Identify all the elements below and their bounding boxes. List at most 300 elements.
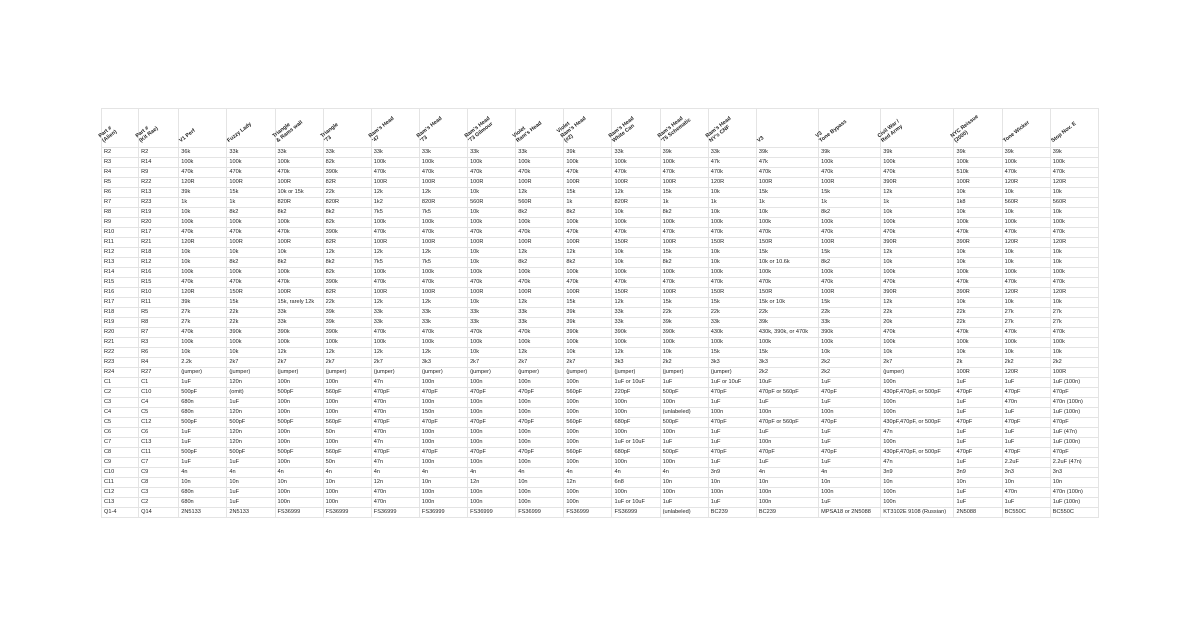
- table-row: [102, 508, 1099, 518]
- table-cell: 2k7: [275, 358, 323, 368]
- table-row: [102, 488, 1099, 498]
- table-cell: 470k: [819, 278, 881, 288]
- table-cell: 10k or 15k: [275, 188, 323, 198]
- table-cell: 470k: [227, 278, 275, 288]
- table-cell: 470k: [612, 278, 660, 288]
- table-cell: 470k: [881, 278, 954, 288]
- part-number-alien-cell: R18: [102, 308, 139, 318]
- part-number-kitrae-cell: R27: [139, 368, 179, 378]
- table-cell: 10n: [516, 478, 564, 488]
- table-cell: 100n: [468, 408, 516, 418]
- table-cell: 100k: [179, 218, 227, 228]
- table-cell: 10n: [708, 478, 756, 488]
- part-number-alien-cell: R11: [102, 238, 139, 248]
- table-cell: 2N5088: [954, 508, 1002, 518]
- part-number-kitrae-cell: C11: [139, 448, 179, 458]
- part-number-kitrae-cell: C3: [139, 488, 179, 498]
- table-cell: 1k2: [371, 198, 419, 208]
- table-cell: 100R: [660, 288, 708, 298]
- table-cell: 470k: [612, 228, 660, 238]
- table-cell: 12n: [371, 478, 419, 488]
- table-cell: 3k3: [612, 358, 660, 368]
- part-number-kitrae-cell: C6: [139, 428, 179, 438]
- table-cell: 470n: [371, 488, 419, 498]
- table-cell: 470pF: [708, 448, 756, 458]
- table-cell: 10uF: [756, 378, 818, 388]
- column-header: [179, 109, 227, 148]
- table-cell: 10k: [881, 208, 954, 218]
- table-cell: 430pF,470pF, or 500pF: [881, 388, 954, 398]
- table-cell: 470k: [819, 228, 881, 238]
- table-cell: 150n: [419, 408, 467, 418]
- table-cell: 10k: [468, 248, 516, 258]
- table-cell: 12k: [881, 188, 954, 198]
- table-cell: 3n3: [1002, 468, 1050, 478]
- table-cell: 470pF: [1050, 418, 1098, 428]
- table-cell: 3n3: [1050, 468, 1098, 478]
- table-cell: 8k2: [660, 258, 708, 268]
- table-cell: 33k: [612, 308, 660, 318]
- table-cell: 100n: [564, 378, 612, 388]
- table-cell: 100n: [419, 488, 467, 498]
- table-cell: 47n: [881, 458, 954, 468]
- table-cell: 7k5: [371, 208, 419, 218]
- table-cell: 470n: [1002, 398, 1050, 408]
- table-cell: 100R: [419, 288, 467, 298]
- table-cell: MPSA18 or 2N5088: [819, 508, 881, 518]
- table-cell: 4n: [819, 468, 881, 478]
- table-cell: 10n: [1050, 478, 1098, 488]
- table-cell: 100k: [516, 268, 564, 278]
- table-cell: 10k: [275, 248, 323, 258]
- table-cell: 36k: [179, 148, 227, 158]
- part-number-kitrae-cell: R11: [139, 298, 179, 308]
- table-cell: 10k: [468, 348, 516, 358]
- table-cell: 120R: [179, 178, 227, 188]
- table-cell: 100n: [756, 488, 818, 498]
- table-cell: 100k: [1050, 268, 1098, 278]
- table-cell: 100n: [881, 498, 954, 508]
- part-number-kitrae-cell: R7: [139, 328, 179, 338]
- part-number-alien-cell: C1: [102, 378, 139, 388]
- table-cell: 100n: [323, 438, 371, 448]
- table-cell: 500pF: [227, 448, 275, 458]
- table-cell: 8k2: [819, 208, 881, 218]
- table-cell: 100k: [227, 218, 275, 228]
- table-row: [102, 188, 1099, 198]
- table-cell: 100k: [660, 268, 708, 278]
- table-cell: 100k: [954, 158, 1002, 168]
- table-cell: 10k: [708, 208, 756, 218]
- table-cell: 100n: [419, 378, 467, 388]
- table-cell: 100n: [468, 378, 516, 388]
- table-cell: 47n: [881, 428, 954, 438]
- table-cell: 390k: [819, 328, 881, 338]
- part-number-kitrae-cell: R12: [139, 258, 179, 268]
- table-cell: 10k: [227, 248, 275, 258]
- table-cell: 39k: [756, 318, 818, 328]
- column-header: [97, 109, 139, 148]
- table-cell: 470k: [1050, 168, 1098, 178]
- table-cell: 120R: [1002, 288, 1050, 298]
- table-cell: 39k: [564, 308, 612, 318]
- table-cell: 1uF: [708, 428, 756, 438]
- table-cell: 120R: [1050, 238, 1098, 248]
- table-cell: 100n: [708, 408, 756, 418]
- table-cell: 100n: [419, 428, 467, 438]
- table-cell: 10n: [323, 478, 371, 488]
- table-cell: 120R: [708, 178, 756, 188]
- table-cell: 2k2: [1050, 358, 1098, 368]
- part-number-alien-cell: R7: [102, 198, 139, 208]
- table-cell: 390R: [881, 178, 954, 188]
- table-cell: 12k: [516, 298, 564, 308]
- table-cell: 100k: [881, 158, 954, 168]
- column-header-label: Triangle & Rams wall: [271, 119, 304, 144]
- table-cell: 100n: [708, 488, 756, 498]
- column-header-label: V3 Tone Bypass: [814, 118, 849, 144]
- table-cell: 470k: [468, 228, 516, 238]
- table-cell: 100k: [179, 158, 227, 168]
- table-cell: 1uF: [954, 428, 1002, 438]
- table-cell: 33k: [819, 318, 881, 328]
- table-cell: 100n: [323, 398, 371, 408]
- table-cell: 100k: [371, 158, 419, 168]
- part-number-alien-cell: R4: [102, 168, 139, 178]
- table-row: [102, 328, 1099, 338]
- table-cell: 33k: [227, 148, 275, 158]
- table-row: [102, 288, 1099, 298]
- table-cell: 100k: [954, 338, 1002, 348]
- table-cell: 10k: [179, 348, 227, 358]
- table-cell: 120n: [227, 408, 275, 418]
- table-cell: 10k: [708, 188, 756, 198]
- part-number-kitrae-cell: R20: [139, 218, 179, 228]
- table-cell: 10k: [954, 248, 1002, 258]
- part-number-kitrae-cell: R9: [139, 168, 179, 178]
- table-cell: 1uF (100n): [1050, 408, 1098, 418]
- column-header-label: Violet Ram's Head: [511, 120, 544, 144]
- column-header: [134, 109, 179, 148]
- table-cell: 100R: [468, 178, 516, 188]
- table-cell: 470k: [564, 168, 612, 178]
- table-cell: FS36999: [419, 508, 467, 518]
- table-cell: 2k7: [516, 358, 564, 368]
- table-cell: (omit): [227, 388, 275, 398]
- table-cell: 390k: [323, 168, 371, 178]
- table-cell: 15k: [819, 248, 881, 258]
- table-cell: 100k: [371, 268, 419, 278]
- table-cell: 470k: [756, 168, 818, 178]
- table-cell: 470k: [179, 328, 227, 338]
- table-cell: 100k: [954, 218, 1002, 228]
- table-cell: 10n: [227, 478, 275, 488]
- table-row: [102, 278, 1099, 288]
- table-cell: 100n: [323, 498, 371, 508]
- table-cell: 100n: [275, 458, 323, 468]
- table-cell: 22k: [819, 308, 881, 318]
- table-cell: 100k: [819, 218, 881, 228]
- table-cell: 10n: [660, 478, 708, 488]
- table-row: [102, 198, 1099, 208]
- table-cell: 1uF: [819, 428, 881, 438]
- table-cell: FS36999: [371, 508, 419, 518]
- table-cell: 10k: [468, 298, 516, 308]
- part-number-alien-cell: Q1-4: [102, 508, 139, 518]
- table-cell: 470pF: [371, 448, 419, 458]
- table-cell: 47n: [371, 438, 419, 448]
- table-cell: 39k: [1050, 148, 1098, 158]
- table-cell: 470k: [468, 328, 516, 338]
- table-cell: 8k2: [323, 208, 371, 218]
- table-cell: 10k: [468, 208, 516, 218]
- table-cell: 100R: [954, 178, 1002, 188]
- table-cell: 1uF: [708, 458, 756, 468]
- table-cell: 100k: [819, 338, 881, 348]
- table-cell: 390k: [323, 278, 371, 288]
- table-cell: 22k: [323, 298, 371, 308]
- table-cell: 120n: [227, 428, 275, 438]
- table-cell: 3k3: [708, 358, 756, 368]
- table-cell: 430pF,470pF, or 500pF: [881, 448, 954, 458]
- table-cell: 820R: [275, 198, 323, 208]
- table-cell: 100R: [1050, 368, 1098, 378]
- part-number-alien-cell: R14: [102, 268, 139, 278]
- table-cell: 8k2: [275, 258, 323, 268]
- table-cell: 15k: [660, 298, 708, 308]
- part-number-alien-cell: R10: [102, 228, 139, 238]
- table-cell: BC550C: [1002, 508, 1050, 518]
- table-cell: 22k: [708, 308, 756, 318]
- table-row: [102, 258, 1099, 268]
- part-number-alien-cell: R16: [102, 288, 139, 298]
- table-cell: 2N5133: [227, 508, 275, 518]
- table-cell: 100k: [612, 268, 660, 278]
- table-cell: 100k: [227, 268, 275, 278]
- table-cell: 100n: [468, 438, 516, 448]
- part-number-kitrae-cell: R13: [139, 188, 179, 198]
- table-row: [102, 478, 1099, 488]
- table-cell: 100n: [516, 428, 564, 438]
- table-cell: 100k: [419, 218, 467, 228]
- table-cell: 470k: [516, 328, 564, 338]
- table-cell: 820R: [419, 198, 467, 208]
- table-cell: FS36999: [323, 508, 371, 518]
- table-row: [102, 348, 1099, 358]
- table-cell: 100k: [1050, 218, 1098, 228]
- column-header: [556, 109, 612, 148]
- table-cell: 100n: [419, 438, 467, 448]
- table-cell: 430pF,470pF, or 500pF: [881, 418, 954, 428]
- table-cell: 150R: [756, 288, 818, 298]
- table-cell: 470pF: [954, 388, 1002, 398]
- table-header: [97, 109, 1099, 148]
- table-cell: 100k: [468, 158, 516, 168]
- table-cell: 10k: [179, 258, 227, 268]
- table-cell: 100R: [660, 238, 708, 248]
- table-cell: 4n: [419, 468, 467, 478]
- table-cell: 100R: [819, 178, 881, 188]
- table-cell: 470k: [708, 168, 756, 178]
- table-cell: 470pF: [371, 418, 419, 428]
- table-cell: 33k: [275, 148, 323, 158]
- column-header-label: Stop Nov. E: [1050, 120, 1078, 144]
- table-cell: 680n: [179, 498, 227, 508]
- table-cell: 100k: [516, 218, 564, 228]
- column-header-label: V3: [756, 135, 766, 144]
- table-row: [102, 298, 1099, 308]
- table-cell: 12n: [468, 478, 516, 488]
- column-header: [271, 109, 323, 148]
- parts-comparison-table: [97, 108, 1099, 518]
- table-cell: 500pF: [275, 418, 323, 428]
- table-cell: 1uF: [1002, 498, 1050, 508]
- table-cell: 27k: [1050, 308, 1098, 318]
- table-cell: 12k: [419, 298, 467, 308]
- table-cell: 39k: [179, 188, 227, 198]
- table-cell: 2k7: [468, 358, 516, 368]
- table-cell: 100k: [756, 218, 818, 228]
- table-cell: 470k: [954, 278, 1002, 288]
- table-cell: 470k: [1050, 278, 1098, 288]
- table-cell: 500pF: [660, 448, 708, 458]
- table-cell: (jumper): [179, 368, 227, 378]
- table-cell: 22k: [954, 308, 1002, 318]
- part-number-kitrae-cell: C9: [139, 468, 179, 478]
- table-row: [102, 158, 1099, 168]
- table-cell: 10n: [819, 478, 881, 488]
- column-header-label: Violet Ram's Head (#2): [556, 115, 588, 144]
- table-cell: 390R: [881, 288, 954, 298]
- table-cell: 100k: [1050, 338, 1098, 348]
- table-cell: 39k: [179, 298, 227, 308]
- table-cell: 1uF: [1002, 428, 1050, 438]
- table-cell: 1uF: [1002, 438, 1050, 448]
- table-cell: (jumper): [612, 368, 660, 378]
- table-cell: 100k: [881, 218, 954, 228]
- table-cell: 100k: [516, 158, 564, 168]
- table-cell: 100n: [323, 408, 371, 418]
- table-cell: 39k: [756, 148, 818, 158]
- table-cell: 100n: [516, 458, 564, 468]
- table-cell: 6n8: [612, 478, 660, 488]
- part-number-kitrae-cell: C12: [139, 418, 179, 428]
- table-row: [102, 368, 1099, 378]
- column-header-label: Fuzzy Lady: [226, 121, 254, 144]
- table-cell: 10k: [954, 208, 1002, 218]
- table-cell: 39k: [660, 148, 708, 158]
- table-cell: 470k: [756, 278, 818, 288]
- table-cell: 150R: [227, 288, 275, 298]
- table-cell: 1uF: [179, 438, 227, 448]
- table-cell: 470k: [1050, 328, 1098, 338]
- parts-comparison-sheet: [97, 108, 1099, 515]
- table-cell: 100k: [954, 268, 1002, 278]
- table-cell: 10k: [179, 208, 227, 218]
- table-cell: 820R: [323, 198, 371, 208]
- part-number-alien-cell: R3: [102, 158, 139, 168]
- table-cell: 470k: [756, 228, 818, 238]
- table-cell: 10k: [1050, 348, 1098, 358]
- table-cell: 2k2: [660, 358, 708, 368]
- table-cell: 470pF: [468, 418, 516, 428]
- table-cell: 100n: [660, 428, 708, 438]
- table-cell: 100R: [660, 178, 708, 188]
- table-cell: 100k: [179, 268, 227, 278]
- table-cell: 100k: [275, 268, 323, 278]
- table-cell: 39k: [564, 318, 612, 328]
- table-cell: 100k: [179, 338, 227, 348]
- table-cell: 470k: [881, 168, 954, 178]
- table-cell: 10k: [1050, 208, 1098, 218]
- part-number-alien-cell: C8: [102, 448, 139, 458]
- table-cell: 10k: [179, 248, 227, 258]
- table-cell: 100n: [275, 488, 323, 498]
- table-cell: 100k: [612, 338, 660, 348]
- table-cell: 470k: [227, 168, 275, 178]
- table-cell: 680pF: [612, 418, 660, 428]
- column-header-label: Ram's Head '47: [367, 115, 396, 144]
- table-cell: (jumper): [516, 368, 564, 378]
- table-cell: 470n (100n): [1050, 398, 1098, 408]
- part-number-alien-cell: C11: [102, 478, 139, 488]
- table-cell: 100R: [516, 178, 564, 188]
- part-number-kitrae-cell: R19: [139, 208, 179, 218]
- table-cell: 470k: [468, 278, 516, 288]
- table-cell: 7k5: [419, 258, 467, 268]
- table-cell: 33k: [323, 148, 371, 158]
- table-cell: 1k: [881, 198, 954, 208]
- part-number-alien-cell: R13: [102, 258, 139, 268]
- table-cell: 10k: [1050, 248, 1098, 258]
- table-cell: 470pF: [1002, 448, 1050, 458]
- table-cell: 1uF: [227, 488, 275, 498]
- table-cell: 1uF: [227, 498, 275, 508]
- table-cell: 820R: [612, 198, 660, 208]
- table-cell: 1uF: [179, 378, 227, 388]
- table-cell: (jumper): [275, 368, 323, 378]
- table-cell: 100R: [819, 238, 881, 248]
- table-cell: 470k: [881, 328, 954, 338]
- table-cell: 4n: [323, 468, 371, 478]
- part-number-kitrae-cell: R16: [139, 268, 179, 278]
- part-number-alien-cell: R21: [102, 338, 139, 348]
- table-cell: 10k: [954, 298, 1002, 308]
- table-cell: 39k: [954, 148, 1002, 158]
- table-cell: 12k: [881, 298, 954, 308]
- table-cell: 100R: [564, 178, 612, 188]
- table-cell: (jumper): [227, 368, 275, 378]
- table-cell: 470k: [708, 278, 756, 288]
- table-cell: 100n: [660, 398, 708, 408]
- table-cell: 100n: [275, 408, 323, 418]
- table-cell: 220pF: [612, 388, 660, 398]
- table-cell: 100k: [881, 268, 954, 278]
- column-header-label: V1 Perf: [178, 127, 197, 144]
- table-row: [102, 178, 1099, 188]
- table-cell: 10n: [954, 478, 1002, 488]
- table-cell: 470k: [371, 228, 419, 238]
- column-header-label: Ram's Head '73: [415, 115, 444, 144]
- table-cell: 1k: [756, 198, 818, 208]
- column-header: [704, 109, 756, 148]
- table-cell: 100k: [708, 338, 756, 348]
- table-cell: 15k: [227, 298, 275, 308]
- table-cell: 390R: [881, 238, 954, 248]
- table-cell: 22k: [227, 318, 275, 328]
- table-cell: 120R: [1002, 368, 1050, 378]
- table-cell: 560R: [1050, 198, 1098, 208]
